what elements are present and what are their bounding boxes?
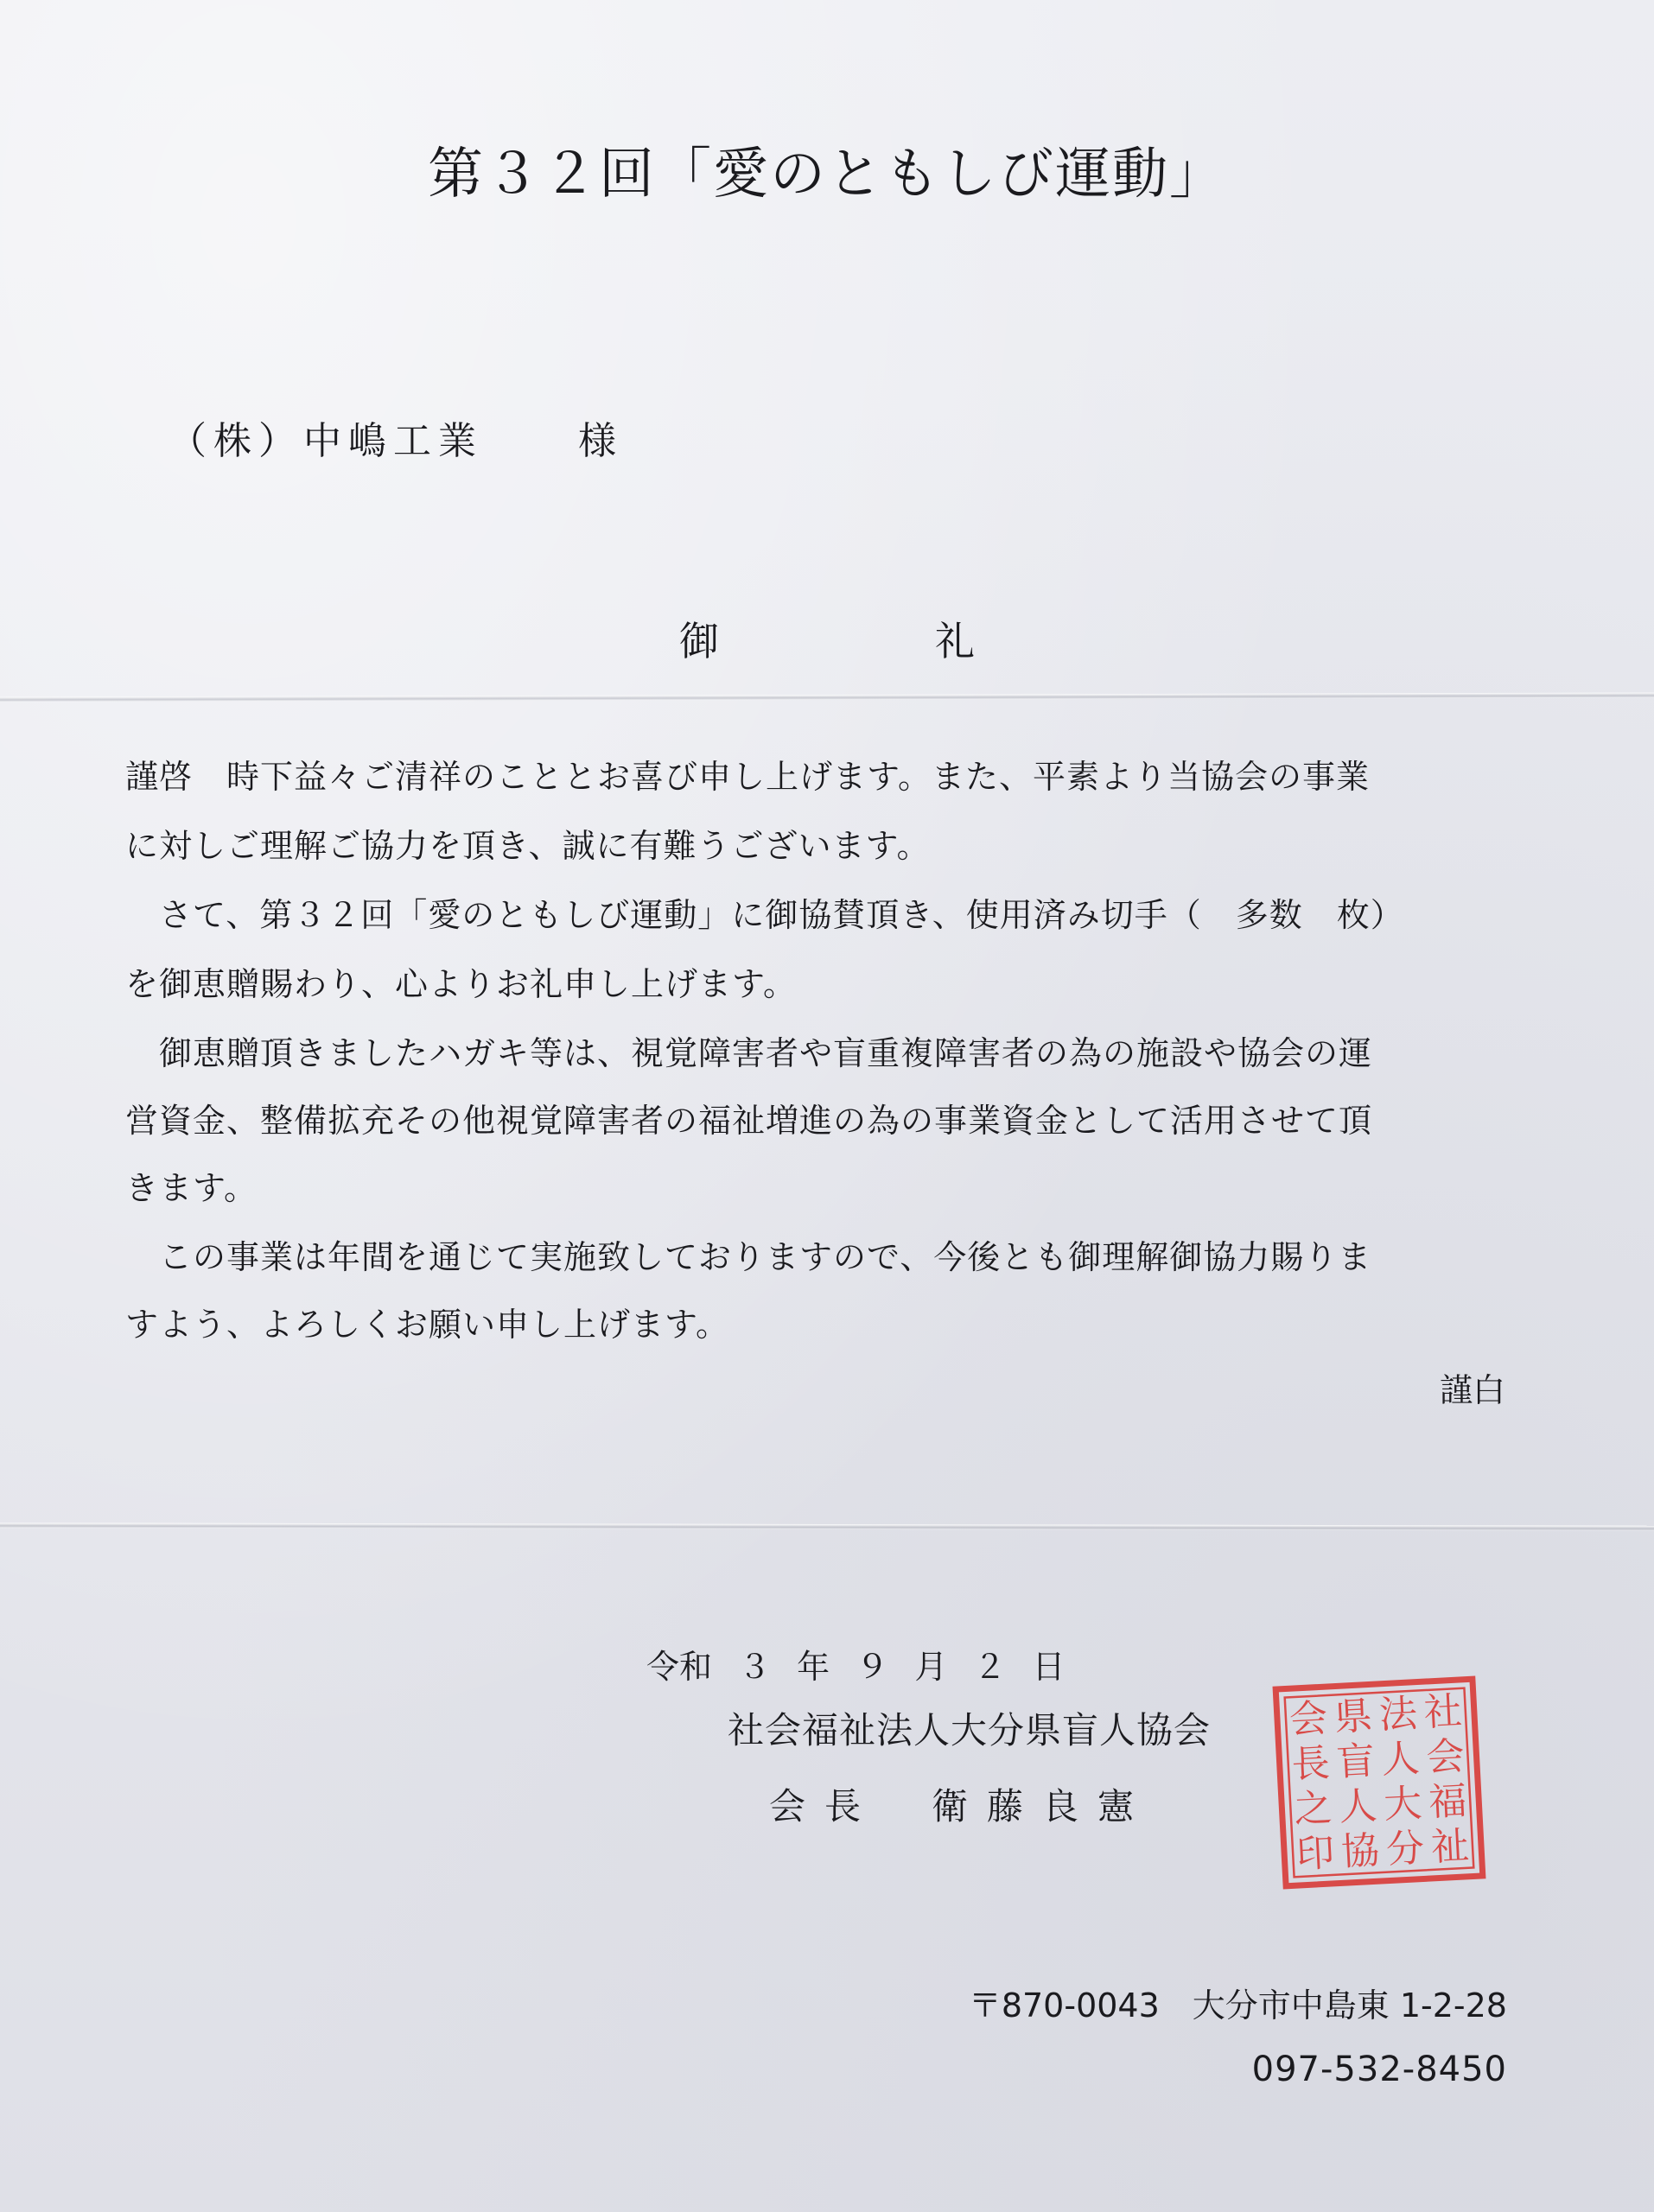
body-line: を御恵贈賜わり、心よりお礼申し上げます。 <box>125 965 797 1003</box>
paper-fold-line <box>0 1522 1654 1530</box>
body-line: すよう、よろしくお願い申し上げます。 <box>125 1306 729 1344</box>
seal-character: 長 <box>1290 1741 1332 1788</box>
letter-title: 第３２回「愛のともしび運動」 <box>428 143 1226 207</box>
seal-character: 県 <box>1333 1694 1374 1740</box>
organization-name: 社会福祉法人大分県盲人協会 <box>728 1709 1212 1751</box>
seal-character: 大 <box>1383 1781 1423 1827</box>
body-line: 謹啓 時下益々ご清祥のこととお喜び申し上げます。また、平素より当協会の事業 <box>125 758 1370 796</box>
seal-character: 印 <box>1295 1830 1336 1878</box>
letter-heading <box>0 610 1654 667</box>
seal-character: 分 <box>1384 1826 1426 1872</box>
seal-character: 人 <box>1338 1783 1378 1830</box>
official-seal-stamp <box>1272 1675 1486 1890</box>
seal-character: 人 <box>1380 1736 1421 1783</box>
closing-word: 謹白 <box>1439 1371 1505 1409</box>
body-line: さて、第３２回「愛のともしび運動」に御協賛頂き、使用済み切手（ 多数 枚） <box>125 896 1404 934</box>
seal-character: 協 <box>1339 1828 1381 1875</box>
postal-address: 〒870-0043 大分市中島東 1-2-28 <box>968 1986 1507 2024</box>
seal-character: 祉 <box>1429 1823 1471 1870</box>
chair-title: 会長 <box>769 1785 881 1827</box>
heading-second-char: 礼 <box>935 618 975 664</box>
paper-fold-line <box>0 692 1654 702</box>
body-line: 御恵贈頂きましたハガキ等は、視覚障害者や盲重複障害者の為の施設や協会の運 <box>125 1034 1373 1072</box>
body-line: に対しご理解ご協力を頂き、誠に有難うございます。 <box>125 827 931 865</box>
chair-name: 衛藤良憲 <box>932 1785 1154 1827</box>
phone-number: 097-532-8450 <box>1251 2050 1507 2089</box>
letter-date: 令和 ３ 年 ９ 月 ２ 日 <box>646 1648 1066 1686</box>
chair-signature <box>769 1778 1153 1830</box>
seal-character: 之 <box>1293 1785 1333 1833</box>
heading-first-char: 御 <box>679 618 719 664</box>
recipient <box>169 410 623 465</box>
body-line: きます。 <box>125 1169 258 1207</box>
body-line: この事業は年間を通じて実施致しておりますので、今後とも御理解御協力賜りま <box>125 1238 1372 1276</box>
seal-character: 盲 <box>1335 1738 1377 1785</box>
seal-character: 社 <box>1422 1688 1464 1736</box>
seal-character: 会 <box>1425 1733 1466 1781</box>
recipient-name: （株）中嶋工業 <box>169 419 483 463</box>
seal-character: 福 <box>1427 1778 1468 1825</box>
body-line: 営資金、整備拡充その他視覚障害者の福祉増進の為の事業資金として活用させて頂 <box>125 1102 1373 1140</box>
recipient-honorific: 様 <box>578 419 623 463</box>
seal-character: 法 <box>1377 1691 1419 1738</box>
seal-character: 会 <box>1288 1696 1329 1743</box>
